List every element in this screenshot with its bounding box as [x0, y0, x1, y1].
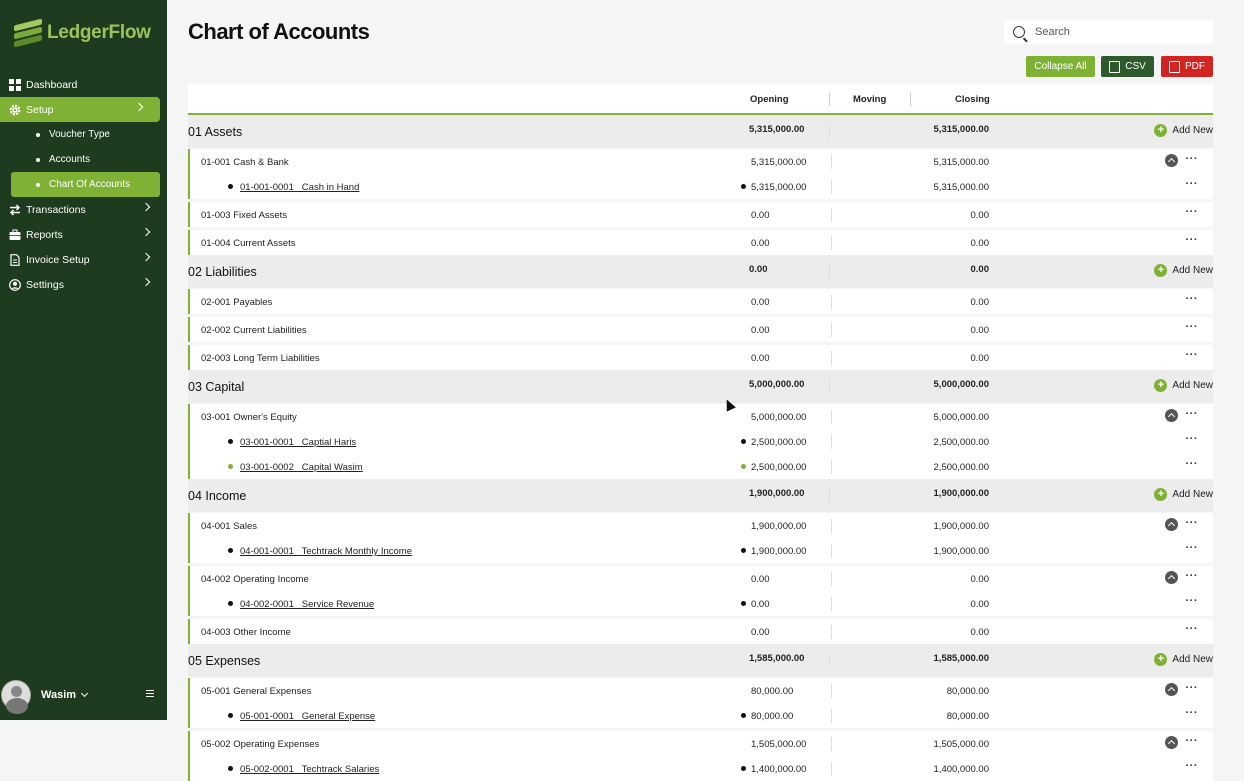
- account-group-row[interactable]: [188, 644, 1213, 677]
- ledger-link[interactable]: 04-001-0001 Techtrack Monthly Income: [240, 546, 412, 557]
- more-options-icon[interactable]: ···: [1185, 153, 1198, 165]
- user-circle-icon: [9, 279, 21, 291]
- column-divider: [829, 124, 830, 138]
- chart-of-accounts-table: [188, 84, 1213, 781]
- opening-balance: 5,315,000.00: [749, 124, 805, 135]
- account-subgroup-row[interactable]: [188, 230, 1213, 255]
- account-subgroup-row[interactable]: [188, 513, 1213, 538]
- opening-balance: 0.00: [751, 353, 770, 364]
- column-divider: [831, 295, 832, 309]
- more-options-icon[interactable]: ···: [1185, 760, 1198, 772]
- sidebar-item-label: Settings: [26, 278, 64, 291]
- sidebar-nav: [0, 72, 167, 297]
- account-subgroup-row[interactable]: [188, 404, 1213, 429]
- chevron-right-icon: [142, 278, 150, 286]
- pdf-file-icon: [1169, 61, 1180, 73]
- csv-file-icon: [1109, 61, 1120, 73]
- app-name: LedgerFlow: [47, 22, 151, 43]
- more-options-icon[interactable]: ···: [1185, 542, 1198, 554]
- sidebar-subitem-chart-of-accounts[interactable]: [11, 172, 160, 197]
- more-options-icon[interactable]: ···: [1185, 735, 1198, 747]
- more-options-icon[interactable]: ···: [1185, 707, 1198, 719]
- subgroup-name: 04-002 Operating Income: [201, 574, 309, 585]
- collapse-chevron-icon[interactable]: [1165, 683, 1178, 696]
- add-new-button[interactable]: [1154, 124, 1213, 137]
- bullet-icon: [36, 158, 40, 162]
- account-subgroup-row[interactable]: [188, 678, 1213, 703]
- plus-circle-icon: +: [1154, 653, 1167, 666]
- account-group-row[interactable]: [188, 115, 1213, 148]
- plus-circle-icon: +: [1154, 124, 1167, 137]
- sidebar-subitem-label: Accounts: [49, 154, 91, 165]
- opening-balance: 5,000,000.00: [751, 412, 807, 423]
- opening-balance: 0.00: [751, 325, 770, 336]
- closing-balance: 5,315,000.00: [933, 182, 989, 193]
- collapse-chevron-icon[interactable]: [1165, 154, 1178, 167]
- closing-balance: 0.00: [970, 297, 989, 308]
- column-divider: [831, 155, 832, 169]
- sidebar-item-label: Invoice Setup: [26, 253, 90, 266]
- account-group-row[interactable]: [188, 255, 1213, 288]
- briefcase-icon: [9, 229, 21, 241]
- group-name: 04 Income: [188, 489, 247, 503]
- add-new-label: Add New: [1172, 654, 1213, 665]
- group-name: 02 Liabilities: [188, 265, 257, 279]
- opening-balance: 5,315,000.00: [751, 182, 807, 193]
- account-subgroup-row[interactable]: [188, 345, 1213, 370]
- collapse-chevron-icon[interactable]: [1165, 736, 1178, 749]
- more-options-icon[interactable]: ···: [1185, 458, 1198, 470]
- add-new-button[interactable]: [1154, 653, 1213, 666]
- column-divider: [831, 762, 832, 776]
- opening-balance: 0.00: [751, 599, 770, 610]
- sidebar-item-label: Setup: [26, 103, 54, 116]
- closing-balance: 5,315,000.00: [933, 157, 989, 168]
- column-divider: [831, 435, 832, 449]
- closing-balance: 0.00: [970, 353, 989, 364]
- subgroup-name: 01-003 Fixed Assets: [201, 210, 288, 221]
- collapse-all-button[interactable]: [1026, 56, 1095, 77]
- opening-balance: 0.00: [751, 297, 770, 308]
- sidebar-item-invoice-setup[interactable]: [0, 247, 167, 272]
- more-options-icon[interactable]: ···: [1185, 682, 1198, 694]
- opening-balance: 80,000.00: [751, 686, 794, 697]
- closing-balance: 80,000.00: [946, 711, 989, 722]
- status-dot-icon: [741, 184, 746, 189]
- status-dot-icon: [228, 713, 233, 718]
- sidebar-subitem-accounts[interactable]: [0, 147, 167, 172]
- group-name: 03 Capital: [188, 380, 245, 394]
- column-divider: [829, 488, 830, 502]
- more-options-icon[interactable]: ···: [1185, 433, 1198, 445]
- add-new-button[interactable]: [1154, 488, 1213, 501]
- status-dot-icon: [741, 548, 746, 553]
- column-divider: [831, 572, 832, 586]
- column-divider: [910, 93, 911, 106]
- sidebar-item-reports[interactable]: [0, 222, 167, 247]
- ledger-link[interactable]: 01-001-0001 Cash in Hand: [240, 182, 360, 193]
- sidebar-item-transactions[interactable]: [0, 197, 167, 222]
- status-dot-icon: [228, 464, 233, 469]
- subgroup-name: 01-001 Cash & Bank: [201, 157, 289, 168]
- account-group-row[interactable]: [188, 479, 1213, 512]
- column-divider: [831, 684, 832, 698]
- ledger-link[interactable]: 05-002-0001 Techtrack Salaries: [240, 764, 380, 775]
- column-divider: [831, 519, 832, 533]
- account-subgroup-row[interactable]: [188, 566, 1213, 591]
- chevron-right-icon: [135, 103, 143, 111]
- status-dot-icon: [228, 766, 233, 771]
- closing-balance: 5,000,000.00: [933, 412, 989, 423]
- pdf-export-button[interactable]: [1161, 56, 1213, 77]
- closing-balance: 0.00: [970, 210, 989, 221]
- column-divider: [829, 264, 830, 278]
- account-subgroup-row[interactable]: [188, 317, 1213, 342]
- opening-balance: 80,000.00: [751, 711, 794, 722]
- status-dot-icon: [741, 713, 746, 718]
- closing-balance: 0.00: [970, 325, 989, 336]
- status-dot-icon: [741, 601, 746, 606]
- column-header-closing[interactable]: Closing: [955, 94, 990, 105]
- group-name: 01 Assets: [188, 125, 243, 139]
- opening-balance: 5,000,000.00: [749, 379, 805, 390]
- account-subgroup-row[interactable]: [188, 731, 1213, 756]
- closing-balance: 0.00: [970, 599, 989, 610]
- opening-balance: 0.00: [751, 574, 770, 585]
- closing-balance: 1,585,000.00: [933, 653, 989, 664]
- status-dot-icon: [228, 184, 233, 189]
- closing-balance: 1,400,000.00: [933, 764, 989, 775]
- sidebar-subitem-label: Chart Of Accounts: [49, 179, 131, 190]
- add-new-label: Add New: [1172, 380, 1213, 391]
- column-divider: [831, 351, 832, 365]
- plus-circle-icon: +: [1154, 488, 1167, 501]
- column-divider: [831, 737, 832, 751]
- gear-icon: [9, 104, 21, 116]
- closing-balance: 2,500,000.00: [933, 462, 989, 473]
- more-options-icon[interactable]: ···: [1185, 206, 1198, 218]
- opening-balance: 1,900,000.00: [749, 488, 805, 499]
- table-body: [188, 115, 1213, 781]
- closing-balance: 1,900,000.00: [933, 488, 989, 499]
- ledger-link[interactable]: 03-001-0002 Capital Wasim: [240, 462, 363, 473]
- account-ledger-row[interactable]: [188, 454, 1213, 479]
- account-ledger-row[interactable]: [188, 538, 1213, 563]
- account-ledger-row[interactable]: [188, 756, 1213, 781]
- transfer-arrows-icon: [9, 204, 21, 216]
- column-header-opening[interactable]: Opening: [750, 94, 789, 105]
- main-content: [167, 0, 1244, 775]
- search-box[interactable]: [1004, 20, 1213, 44]
- column-divider: [831, 709, 832, 723]
- closing-balance: 0.00: [970, 264, 989, 275]
- plus-circle-icon: +: [1154, 264, 1167, 277]
- search-icon: [1013, 26, 1025, 38]
- opening-balance: 1,400,000.00: [751, 764, 807, 775]
- column-divider: [829, 379, 830, 393]
- closing-balance: 80,000.00: [946, 686, 989, 697]
- group-name: 05 Expenses: [188, 654, 261, 668]
- chevron-right-icon: [142, 228, 150, 236]
- closing-balance: 5,315,000.00: [933, 124, 989, 135]
- chevron-right-icon: [142, 253, 150, 261]
- more-options-icon[interactable]: ···: [1185, 623, 1198, 635]
- subgroup-name: 05-001 General Expenses: [201, 686, 312, 697]
- subgroup-name: 04-001 Sales: [201, 521, 257, 532]
- subgroup-name: 02-003 Long Term Liabilities: [201, 353, 320, 364]
- sidebar-item-label: Reports: [26, 228, 63, 241]
- table-header: [188, 84, 1213, 115]
- more-options-icon[interactable]: ···: [1185, 517, 1198, 529]
- collapse-all-label: Collapse All: [1034, 61, 1087, 72]
- column-divider: [831, 180, 832, 194]
- opening-balance: 1,900,000.00: [751, 521, 807, 532]
- status-dot-icon: [228, 548, 233, 553]
- sidebar-item-label: Transactions: [26, 203, 86, 216]
- add-new-label: Add New: [1172, 489, 1213, 500]
- more-options-icon[interactable]: ···: [1185, 349, 1198, 361]
- account-ledger-row[interactable]: [188, 429, 1213, 454]
- bullet-icon: [36, 183, 40, 187]
- dashboard-grid-icon: [9, 79, 21, 91]
- opening-balance: 5,315,000.00: [751, 157, 807, 168]
- add-new-button[interactable]: [1154, 264, 1213, 277]
- account-ledger-row[interactable]: [188, 591, 1213, 616]
- opening-balance: 2,500,000.00: [751, 462, 807, 473]
- csv-label: CSV: [1125, 61, 1146, 72]
- subgroup-name: 02-002 Current Liabilities: [201, 325, 307, 336]
- subgroup-name: 02-001 Payables: [201, 297, 273, 308]
- closing-balance: 5,000,000.00: [933, 379, 989, 390]
- closing-balance: 0.00: [970, 238, 989, 249]
- closing-balance: 1,900,000.00: [933, 521, 989, 532]
- column-divider: [831, 236, 832, 250]
- ledgerflow-logo-icon: [14, 20, 42, 46]
- column-divider: [831, 410, 832, 424]
- sidebar-subitem-label: Voucher Type: [49, 129, 110, 140]
- status-dot-icon: [741, 766, 746, 771]
- sidebar-item-settings[interactable]: [0, 272, 167, 297]
- more-options-icon[interactable]: ···: [1185, 178, 1198, 190]
- ledger-link[interactable]: 04-002-0001 Service Revenue: [240, 599, 375, 610]
- column-divider: [831, 597, 832, 611]
- sidebar: [0, 0, 167, 720]
- user-name: Wasim: [41, 689, 77, 701]
- status-dot-icon: [741, 464, 746, 469]
- account-ledger-row[interactable]: [188, 174, 1213, 199]
- document-icon: [9, 254, 21, 266]
- user-menu[interactable]: [0, 680, 167, 710]
- plus-circle-icon: +: [1154, 379, 1167, 392]
- subgroup-name: 03-001 Owner's Equity: [201, 412, 297, 423]
- account-group-row[interactable]: [188, 370, 1213, 403]
- closing-balance: 1,505,000.00: [933, 739, 989, 750]
- collapse-chevron-icon[interactable]: [1165, 571, 1178, 584]
- ledger-link[interactable]: 05-001-0001 General Expense: [240, 711, 376, 722]
- closing-balance: 0.00: [970, 627, 989, 638]
- chevron-right-icon: [142, 203, 150, 211]
- status-dot-icon: [741, 439, 746, 444]
- add-new-button[interactable]: [1154, 379, 1213, 392]
- account-subgroup-row[interactable]: [188, 202, 1213, 227]
- account-ledger-row[interactable]: [188, 703, 1213, 728]
- bullet-icon: [36, 133, 40, 137]
- more-options-icon[interactable]: ···: [1185, 234, 1198, 246]
- account-subgroup-row[interactable]: [188, 149, 1213, 174]
- status-dot-icon: [228, 601, 233, 606]
- app-logo[interactable]: [14, 20, 151, 46]
- column-divider: [831, 208, 832, 222]
- opening-balance: 1,900,000.00: [751, 546, 807, 557]
- chevron-down-icon[interactable]: [81, 690, 88, 697]
- column-divider: [831, 544, 832, 558]
- subgroup-name: 05-002 Operating Expenses: [201, 739, 320, 750]
- search-input[interactable]: [1035, 26, 1195, 38]
- closing-balance: 2,500,000.00: [933, 437, 989, 448]
- opening-balance: 2,500,000.00: [751, 437, 807, 448]
- sidebar-item-label: Dashboard: [26, 78, 78, 91]
- closing-balance: 1,900,000.00: [933, 546, 989, 557]
- avatar[interactable]: [1, 680, 31, 710]
- closing-balance: 0.00: [970, 574, 989, 585]
- more-options-icon[interactable]: ···: [1185, 293, 1198, 305]
- sidebar-item-setup[interactable]: [0, 97, 160, 122]
- menu-toggle-icon[interactable]: [146, 690, 154, 697]
- opening-balance: 0.00: [751, 627, 770, 638]
- column-divider: [831, 625, 832, 639]
- sidebar-subitem-voucher-type[interactable]: [0, 122, 167, 147]
- account-subgroup-row[interactable]: [188, 619, 1213, 644]
- opening-balance: 0.00: [751, 238, 770, 249]
- add-new-label: Add New: [1172, 265, 1213, 276]
- csv-export-button[interactable]: [1101, 56, 1154, 77]
- opening-balance: 0.00: [751, 210, 770, 221]
- more-options-icon[interactable]: ···: [1185, 570, 1198, 582]
- sidebar-item-dashboard[interactable]: [0, 72, 167, 97]
- ledger-link[interactable]: 03-001-0001 Captial Haris: [240, 437, 357, 448]
- account-subgroup-row[interactable]: [188, 289, 1213, 314]
- collapse-chevron-icon[interactable]: [1165, 518, 1178, 531]
- status-dot-icon: [228, 439, 233, 444]
- column-divider: [829, 93, 830, 106]
- add-new-label: Add New: [1172, 125, 1213, 136]
- pdf-label: PDF: [1185, 61, 1205, 72]
- opening-balance: 1,505,000.00: [751, 739, 807, 750]
- column-divider: [829, 653, 830, 667]
- more-options-icon[interactable]: ···: [1185, 595, 1198, 607]
- more-options-icon[interactable]: ···: [1185, 408, 1198, 420]
- column-divider: [831, 460, 832, 474]
- column-divider: [831, 323, 832, 337]
- page-title: Chart of Accounts: [188, 19, 370, 44]
- more-options-icon[interactable]: ···: [1185, 321, 1198, 333]
- collapse-chevron-icon[interactable]: [1165, 409, 1178, 422]
- subgroup-name: 01-004 Current Assets: [201, 238, 296, 249]
- column-header-moving[interactable]: Moving: [853, 94, 887, 105]
- opening-balance: 1,585,000.00: [749, 653, 805, 664]
- subgroup-name: 04-003 Other Income: [201, 627, 291, 638]
- opening-balance: 0.00: [749, 264, 768, 275]
